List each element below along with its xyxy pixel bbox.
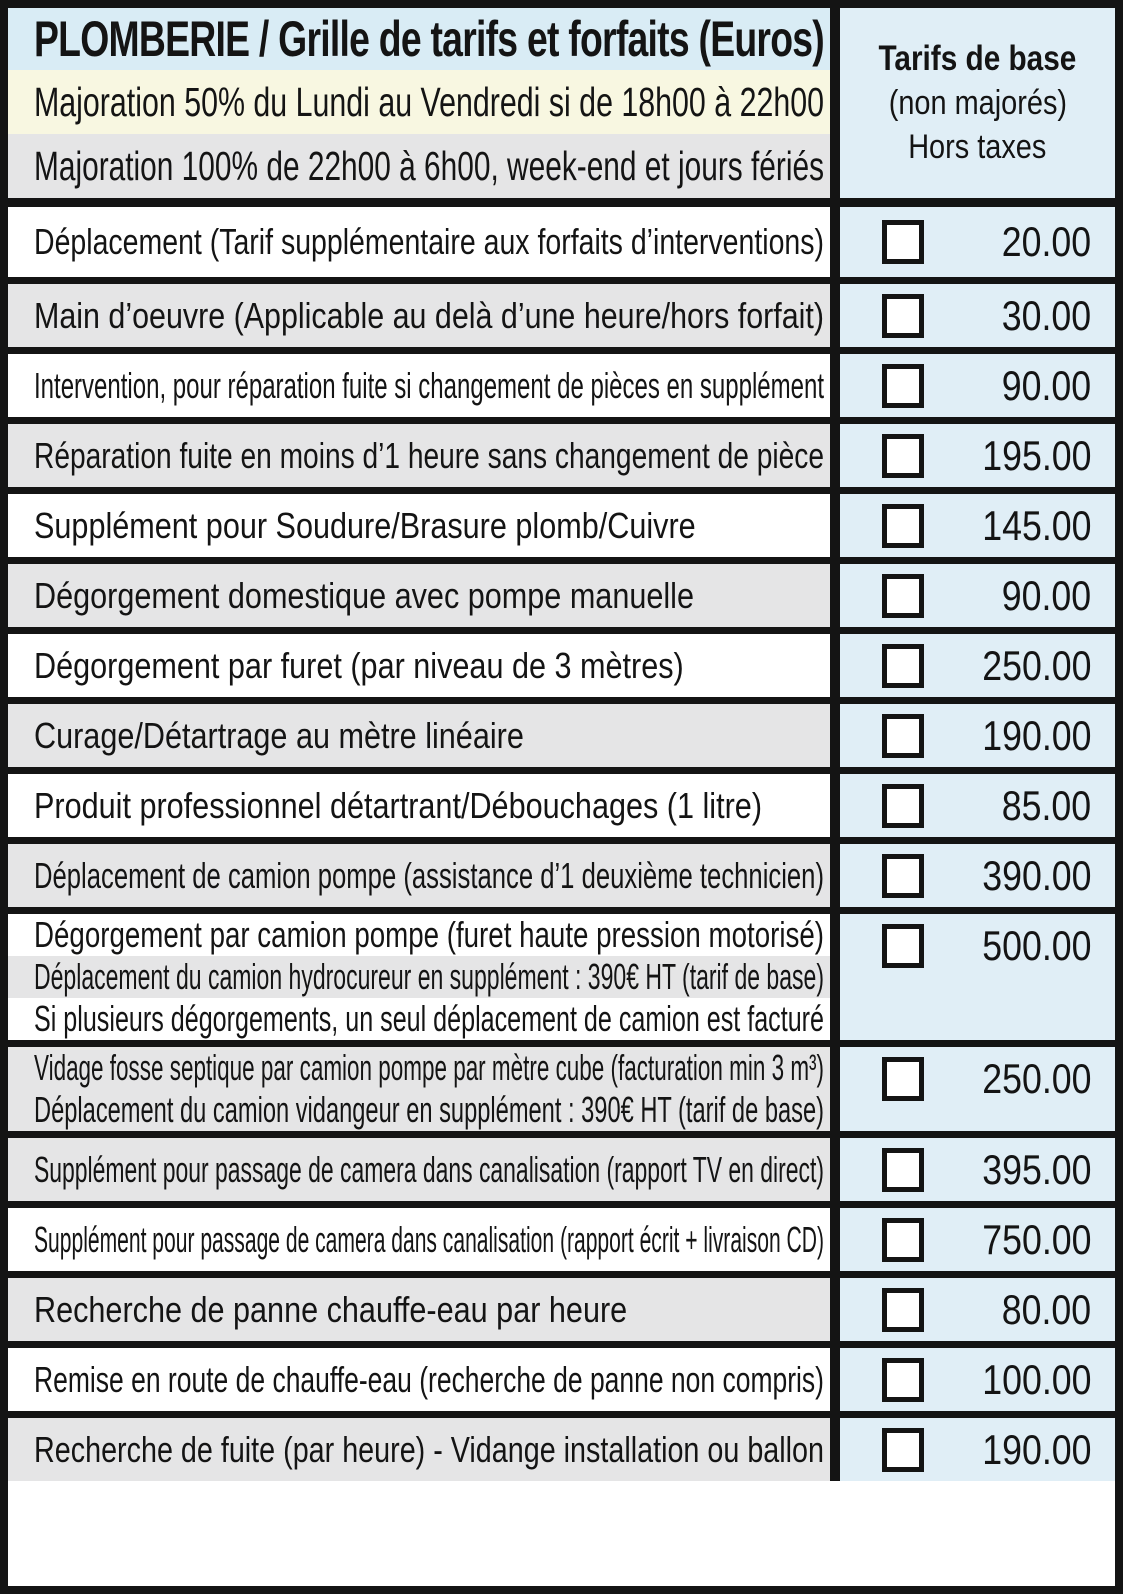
table-row xyxy=(8,627,1115,697)
table-row xyxy=(8,1131,1115,1201)
service-cell xyxy=(8,1138,840,1201)
price-column-header xyxy=(840,8,1115,198)
header-left-block xyxy=(8,8,840,198)
price-wrap xyxy=(840,424,1115,487)
table-row xyxy=(8,347,1115,417)
service-line xyxy=(8,1348,830,1411)
service-label: Intervention, pour réparation fuite si changement de pièces en supplément xyxy=(34,364,824,406)
price-cell xyxy=(840,704,1115,767)
price-wrap xyxy=(840,774,1115,837)
service-cell xyxy=(8,1278,840,1341)
service-line xyxy=(8,914,830,956)
table-row xyxy=(8,417,1115,487)
price-text: 250.00 xyxy=(981,1054,1091,1102)
service-label: Recherche de panne chauffe-eau par heure xyxy=(34,1288,628,1330)
price-value xyxy=(924,1216,1091,1264)
service-line xyxy=(8,564,830,627)
price-wrap xyxy=(840,914,1115,977)
service-label: Dégorgement domestique avec pompe manuelle xyxy=(34,574,694,616)
price-wrap xyxy=(840,1208,1115,1271)
price-value xyxy=(924,642,1091,690)
price-text: 500.00 xyxy=(981,921,1091,969)
price-checkbox[interactable] xyxy=(882,1428,924,1472)
price-value xyxy=(924,1055,1091,1103)
price-text: 85.00 xyxy=(1001,781,1091,829)
service-label: Curage/Détartrage au mètre linéaire xyxy=(34,714,524,756)
price-wrap xyxy=(840,207,1115,277)
service-label: Déplacement du camion hydrocureur en supplément : 390€ HT (tarif de base) xyxy=(34,956,824,997)
service-line xyxy=(8,998,830,1040)
service-line xyxy=(8,207,830,277)
service-line xyxy=(8,1089,830,1131)
price-value xyxy=(924,218,1091,266)
tariff-rows xyxy=(8,207,1115,1586)
service-cell xyxy=(8,494,840,557)
price-cell xyxy=(840,494,1115,557)
price-value xyxy=(924,292,1091,340)
price-cell xyxy=(840,844,1115,907)
service-cell xyxy=(8,1418,840,1481)
price-text: 195.00 xyxy=(981,431,1091,479)
price-value xyxy=(924,922,1091,970)
price-value xyxy=(924,782,1091,830)
price-cell xyxy=(840,1278,1115,1341)
price-header-line3: Hors taxes xyxy=(908,128,1047,166)
service-label: Supplément pour Soudure/Brasure plomb/Cuivre xyxy=(34,504,696,546)
service-label: Dégorgement par camion pompe (furet haute pression motorisé) xyxy=(34,914,824,955)
service-line xyxy=(8,1047,830,1089)
service-cell xyxy=(8,634,840,697)
service-line xyxy=(8,844,830,907)
service-cell xyxy=(8,354,840,417)
price-text: 90.00 xyxy=(1001,361,1091,409)
table-row xyxy=(8,1201,1115,1271)
service-line xyxy=(8,1138,830,1201)
service-label: Dégorgement par furet (par niveau de 3 mètres) xyxy=(34,644,684,686)
service-line xyxy=(8,494,830,557)
price-text: 80.00 xyxy=(1001,1285,1091,1333)
price-text: 250.00 xyxy=(981,641,1091,689)
table-header xyxy=(8,8,1115,207)
price-checkbox[interactable] xyxy=(882,1148,924,1192)
service-line xyxy=(8,424,830,487)
price-text: 190.00 xyxy=(981,1425,1091,1473)
price-text: 750.00 xyxy=(981,1215,1091,1263)
service-cell xyxy=(8,207,840,277)
surcharge-note-evening-band xyxy=(8,70,830,134)
price-checkbox[interactable] xyxy=(882,294,924,338)
price-checkbox[interactable] xyxy=(882,1057,924,1101)
table-row xyxy=(8,487,1115,557)
service-cell xyxy=(8,1047,840,1131)
table-row xyxy=(8,1341,1115,1411)
page-title: PLOMBERIE / Grille de tarifs et forfaits (Euros) xyxy=(34,11,824,67)
price-wrap xyxy=(840,1047,1115,1110)
price-text: 390.00 xyxy=(981,851,1091,899)
price-checkbox[interactable] xyxy=(882,784,924,828)
price-wrap xyxy=(840,564,1115,627)
price-value xyxy=(924,362,1091,410)
price-text: 30.00 xyxy=(1001,291,1091,339)
service-line xyxy=(8,704,830,767)
service-label: Si plusieurs dégorgements, un seul déplacement de camion est facturé xyxy=(34,998,824,1039)
service-label: Réparation fuite en moins d’1 heure sans changement de pièce xyxy=(34,434,824,476)
service-label: Produit professionnel détartrant/Débouchages (1 litre) xyxy=(34,784,763,826)
price-value xyxy=(924,712,1091,760)
service-cell xyxy=(8,424,840,487)
price-checkbox[interactable] xyxy=(882,574,924,618)
surcharge-note-night-band xyxy=(8,134,830,198)
table-row xyxy=(8,837,1115,907)
service-label: Recherche de fuite (par heure) - Vidange installation ou ballon xyxy=(34,1428,824,1470)
price-checkbox[interactable] xyxy=(882,220,924,264)
service-label: Main d’oeuvre (Applicable au delà d’une heure/hors forfait) xyxy=(34,294,824,336)
service-label: Supplément pour passage de camera dans canalisation (rapport TV en direct) xyxy=(34,1148,824,1190)
service-cell xyxy=(8,914,840,1040)
price-cell xyxy=(840,1208,1115,1271)
price-wrap xyxy=(840,1418,1115,1481)
service-label: Remise en route de chauffe-eau (recherche de panne non compris) xyxy=(34,1358,824,1400)
service-cell xyxy=(8,704,840,767)
price-checkbox[interactable] xyxy=(882,504,924,548)
service-line xyxy=(8,634,830,697)
service-label: Déplacement (Tarif supplémentaire aux forfaits d’interventions) xyxy=(34,221,824,262)
table-row xyxy=(8,1411,1115,1481)
price-cell xyxy=(840,1138,1115,1201)
service-cell xyxy=(8,844,840,907)
table-row xyxy=(8,1040,1115,1131)
price-wrap xyxy=(840,354,1115,417)
price-wrap xyxy=(840,1278,1115,1341)
table-row xyxy=(8,907,1115,1040)
price-header-line2: (non majorés) xyxy=(888,84,1067,122)
price-checkbox[interactable] xyxy=(882,1288,924,1332)
service-line xyxy=(8,284,830,347)
price-cell xyxy=(840,914,1115,1040)
service-line xyxy=(8,1418,830,1481)
price-wrap xyxy=(840,284,1115,347)
price-checkbox[interactable] xyxy=(882,644,924,688)
price-cell xyxy=(840,284,1115,347)
page-title-band xyxy=(8,8,830,70)
table-row xyxy=(8,207,1115,277)
price-checkbox[interactable] xyxy=(882,364,924,408)
table-row xyxy=(8,557,1115,627)
price-value xyxy=(924,1146,1091,1194)
service-line xyxy=(8,354,830,417)
price-cell xyxy=(840,1047,1115,1131)
price-wrap xyxy=(840,494,1115,557)
price-value xyxy=(924,852,1091,900)
service-line xyxy=(8,956,830,998)
service-cell xyxy=(8,1208,840,1271)
price-value xyxy=(924,1426,1091,1474)
price-checkbox[interactable] xyxy=(882,714,924,758)
price-text: 90.00 xyxy=(1001,571,1091,619)
price-value xyxy=(924,1356,1091,1404)
table-row xyxy=(8,277,1115,347)
price-cell xyxy=(840,354,1115,417)
price-wrap xyxy=(840,1348,1115,1411)
price-cell xyxy=(840,207,1115,277)
price-cell xyxy=(840,1418,1115,1481)
service-cell xyxy=(8,284,840,347)
price-text: 145.00 xyxy=(981,501,1091,549)
table-row xyxy=(8,767,1115,837)
service-cell xyxy=(8,774,840,837)
price-text: 20.00 xyxy=(1001,218,1091,265)
price-checkbox[interactable] xyxy=(882,434,924,478)
price-checkbox[interactable] xyxy=(882,854,924,898)
price-header-line1: Tarifs de base xyxy=(878,39,1077,78)
price-cell xyxy=(840,424,1115,487)
service-cell xyxy=(8,1348,840,1411)
price-text: 395.00 xyxy=(981,1145,1091,1193)
price-wrap xyxy=(840,1138,1115,1201)
service-label: Déplacement de camion pompe (assistance d’1 deuxième technicien) xyxy=(34,854,824,896)
table-row xyxy=(8,1271,1115,1341)
price-value xyxy=(924,1286,1091,1334)
service-label: Vidage fosse septique par camion pompe par mètre cube (facturation min 3 m³) xyxy=(34,1047,824,1088)
price-checkbox[interactable] xyxy=(882,1218,924,1262)
price-cell xyxy=(840,774,1115,837)
service-label: Supplément pour passage de camera dans canalisation (rapport écrit + livraison CD) xyxy=(34,1218,824,1260)
price-value xyxy=(924,432,1091,480)
price-value xyxy=(924,572,1091,620)
service-line xyxy=(8,1278,830,1341)
service-line xyxy=(8,1208,830,1271)
service-line xyxy=(8,774,830,837)
price-text: 190.00 xyxy=(981,711,1091,759)
price-cell xyxy=(840,634,1115,697)
price-wrap xyxy=(840,634,1115,697)
surcharge-note-night: Majoration 100% de 22h00 à 6h00, week-end et jours fériés xyxy=(34,142,824,189)
price-checkbox[interactable] xyxy=(882,1358,924,1402)
price-cell xyxy=(840,1348,1115,1411)
surcharge-note-evening: Majoration 50% du Lundi au Vendredi si de 18h00 à 22h00 xyxy=(34,78,824,125)
service-cell xyxy=(8,564,840,627)
price-checkbox[interactable] xyxy=(882,924,924,968)
table-row xyxy=(8,697,1115,767)
price-value xyxy=(924,502,1091,550)
price-cell xyxy=(840,564,1115,627)
price-text: 100.00 xyxy=(981,1355,1091,1403)
price-wrap xyxy=(840,844,1115,907)
price-wrap xyxy=(840,704,1115,767)
service-label: Déplacement du camion vidangeur en supplément : 390€ HT (tarif de base) xyxy=(34,1089,824,1130)
